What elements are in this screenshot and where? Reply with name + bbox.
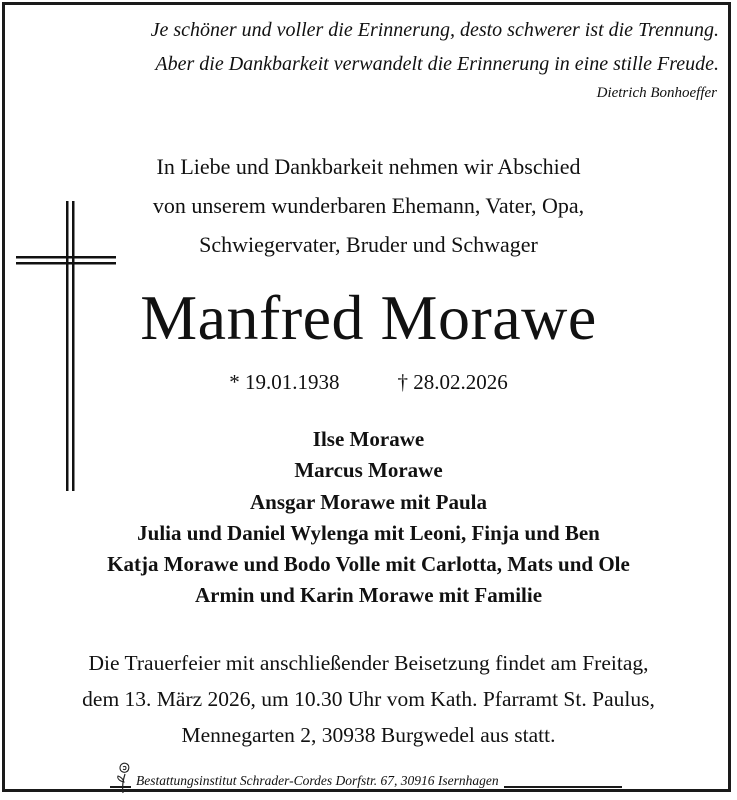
birth-date: * 19.01.1938 xyxy=(229,370,340,394)
family-member: Julia und Daniel Wylenga mit Leoni, Finja und Ben xyxy=(137,520,600,545)
service-line: Mennegarten 2, 30938 Burgwedel aus statt. xyxy=(181,723,556,747)
quote-author: Dietrich Bonhoeffer xyxy=(596,85,717,101)
death-date: † 28.02.2026 xyxy=(397,370,508,394)
family-member: Ilse Morawe xyxy=(312,427,425,451)
service-line: Die Trauerfeier mit anschließender Beisetzung findet am Freitag, xyxy=(88,651,649,675)
quote-line-2: Aber die Dankbarkeit verwandelt die Erinnerung in eine stille Freude. xyxy=(155,53,719,75)
service-info xyxy=(0,645,737,753)
family-member: Katja Morawe und Bodo Volle mit Carlotta, Mats und Ole xyxy=(107,552,630,577)
footer-text: Bestattungsinstitut Schrader-Cordes Dorfstr. 67, 30916 Isernhagen xyxy=(131,773,504,789)
intro-line: In Liebe und Dankbarkeit nehmen wir Abschied xyxy=(156,154,581,179)
life-dates xyxy=(0,367,737,397)
intro-line: Schwiegervater, Bruder und Schwager xyxy=(199,232,538,257)
quote-line-1: Je schöner und voller die Erinnerung, desto schwerer ist die Trennung. xyxy=(150,19,719,41)
family-member: Marcus Morawe xyxy=(294,458,443,483)
service-line: dem 13. März 2026, um 10.30 Uhr vom Kath. Pfarramt St. Paulus, xyxy=(82,687,655,711)
family-member: Armin und Karin Morawe mit Familie xyxy=(194,583,543,608)
family-member: Ansgar Morawe mit Paula xyxy=(250,489,487,514)
family-list xyxy=(0,424,737,612)
intro-line: von unserem wunderbaren Ehemann, Vater, Opa, xyxy=(152,193,585,218)
intro-text xyxy=(0,147,737,264)
deceased-name: Manfred Morawe xyxy=(140,282,597,353)
